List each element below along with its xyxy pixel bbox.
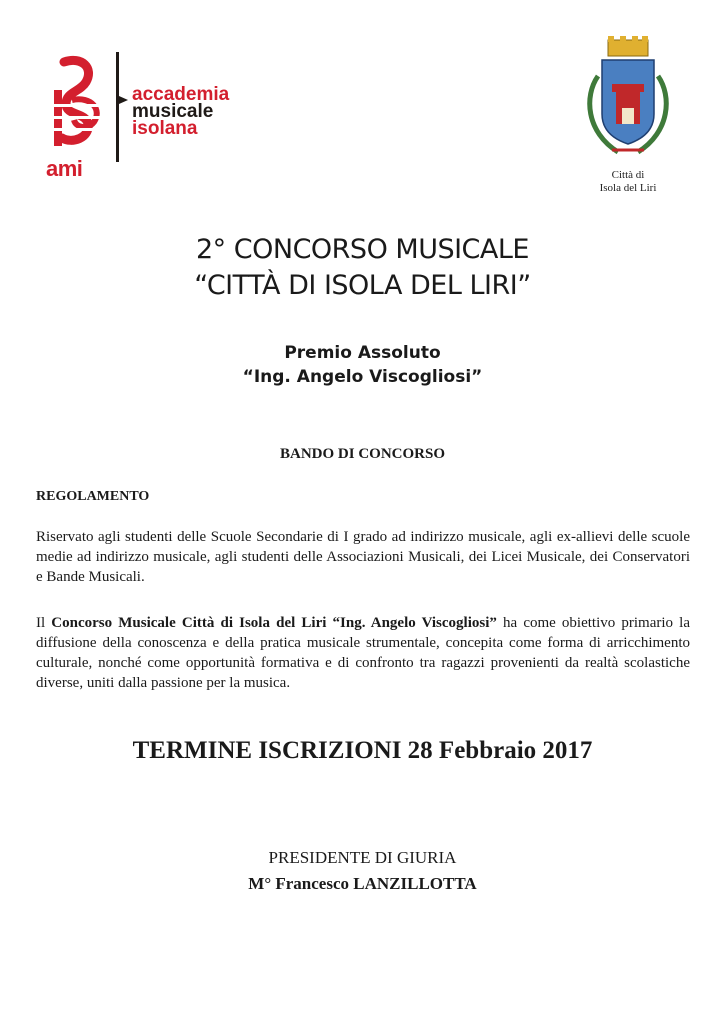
contest-title-line2: “CITTÀ DI ISOLA DEL LIRI”	[194, 270, 531, 301]
prize-title-line2: “Ing. Angelo Viscogliosi”	[242, 367, 483, 387]
objective-contest-name: Concorso Musicale Città di Isola del Liri “Ing. Angelo Viscogliosi”	[51, 615, 497, 631]
academy-name-line3: isolana	[132, 118, 198, 139]
rules-heading: REGOLAMENTO	[36, 489, 150, 504]
academy-name	[132, 86, 229, 137]
jury-role: PRESIDENTE DI GIURIA	[268, 848, 457, 867]
academy-abbr: ami	[46, 156, 83, 181]
crest-caption	[575, 169, 681, 195]
objective-rest: ha come obiettivo primario la diffusione della conoscenza e della pratica musicale strumentale, concepita come forma di arricchimento culturale, nonché come opportunità formativa e di confronto tra ragazzi provenienti da realtà scolastiche diverse, uniti dalla passione per la musica.	[36, 615, 690, 691]
prize-title-line1: Premio Assoluto	[284, 343, 441, 363]
academy-name-line1: accademia	[132, 84, 230, 105]
registration-deadline: TERMINE ISCRIZIONI 28 Febbraio 2017	[132, 737, 593, 764]
contest-title	[0, 232, 725, 304]
contest-title-line1: 2° CONCORSO MUSICALE	[196, 234, 529, 265]
ami-logo	[42, 52, 262, 182]
crest-caption-line1: Città di	[611, 169, 645, 181]
section-heading: BANDO DI CONCORSO	[279, 446, 445, 462]
city-crest-icon	[578, 36, 678, 166]
objective-paragraph	[36, 613, 690, 693]
eligibility-paragraph: Riservato agli studenti delle Scuole Secondarie di I grado ad indirizzo musicale, agli ex-allievi delle scuole medie ad indirizzo musicale, agli studenti delle Associazioni Musicali, dei Licei Musicale, dei Conservatori e Bande Musicali.	[36, 529, 690, 585]
objective-prefix: Il	[36, 615, 52, 631]
prize-title	[0, 341, 725, 389]
academy-name-line2: musicale	[132, 101, 214, 122]
crest-caption-line2: Isola del Liri	[599, 182, 657, 194]
jury-president-name: M° Francesco LANZILLOTTA	[248, 874, 477, 893]
